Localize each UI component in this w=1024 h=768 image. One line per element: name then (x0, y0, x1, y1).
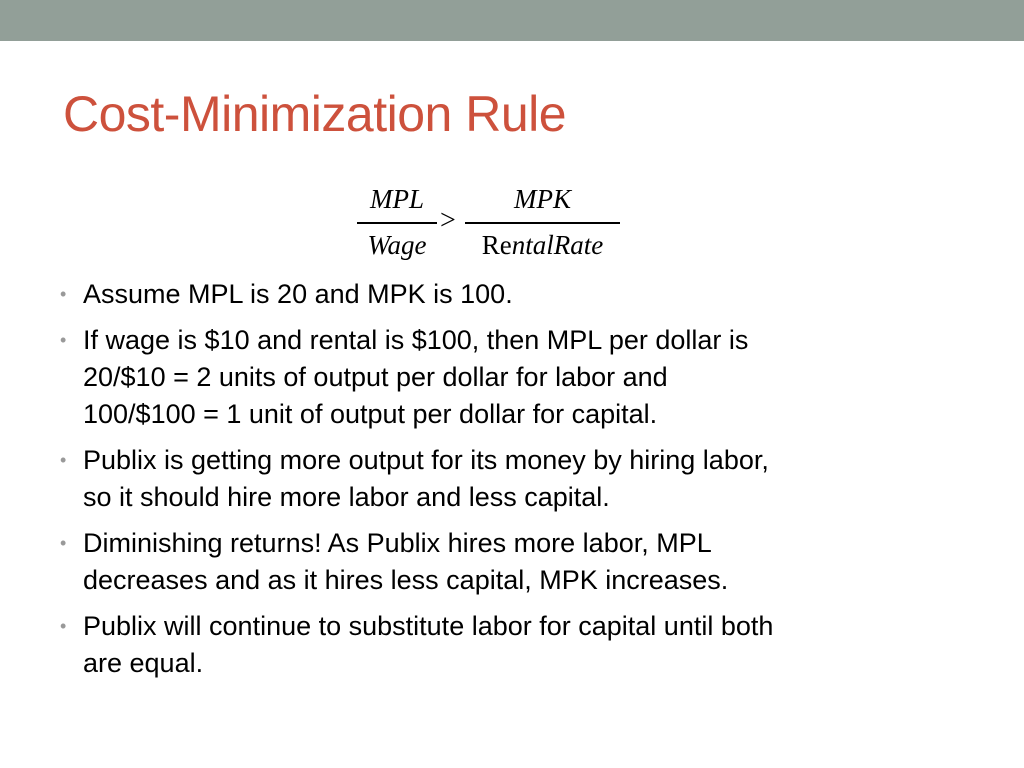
formula-right-denominator (465, 228, 620, 262)
bullet-dot-icon: • (60, 330, 67, 350)
formula-right-numerator: MPK (514, 184, 571, 214)
bullet-item (60, 608, 980, 682)
formula-right-denominator-italic: ntalRate (511, 230, 604, 260)
bullet-text-line: decreases and as it hires less capital, MPK increases. (83, 565, 729, 595)
greater-than-operator: > (440, 205, 456, 236)
bullet-text-line: Assume MPL is 20 and MPK is 100. (83, 279, 513, 309)
formula-left-denominator: Wage (367, 230, 427, 260)
bullet-item (60, 525, 980, 599)
bullet-dot-icon: • (60, 450, 67, 470)
slide-title: Cost-Minimization Rule (63, 86, 567, 142)
bullet-list (60, 276, 980, 691)
bullet-item (60, 442, 980, 516)
formula-left-numerator: MPL (370, 184, 424, 214)
top-accent-bar (0, 0, 1024, 41)
bullet-dot-icon: • (60, 533, 67, 553)
fraction-bar-left (357, 222, 437, 224)
mpk-per-rental-rate-fraction (465, 182, 620, 264)
bullet-text-line: are equal. (83, 648, 204, 678)
bullet-item (60, 322, 980, 433)
bullet-dot-icon: • (60, 284, 67, 304)
mpl-per-wage-fraction (357, 182, 437, 264)
bullet-text-line: If wage is $10 and rental is $100, then MPL per dollar is (83, 325, 749, 355)
cost-minimization-formula (355, 182, 625, 264)
bullet-text-line: Publix will continue to substitute labor for capital until both (83, 611, 774, 641)
fraction-bar-right (465, 222, 620, 224)
bullet-dot-icon: • (60, 616, 67, 636)
bullet-text-line: so it should hire more labor and less capital. (83, 482, 610, 512)
bullet-text-line: 100/$100 = 1 unit of output per dollar for capital. (83, 399, 658, 429)
formula-right-denominator-upright: Re (481, 230, 512, 260)
bullet-text-line: 20/$10 = 2 units of output per dollar for labor and (83, 362, 668, 392)
bullet-text-line: Diminishing returns! As Publix hires more labor, MPL (83, 528, 712, 558)
bullet-text-line: Publix is getting more output for its money by hiring labor, (83, 445, 769, 475)
bullet-item (60, 276, 980, 313)
